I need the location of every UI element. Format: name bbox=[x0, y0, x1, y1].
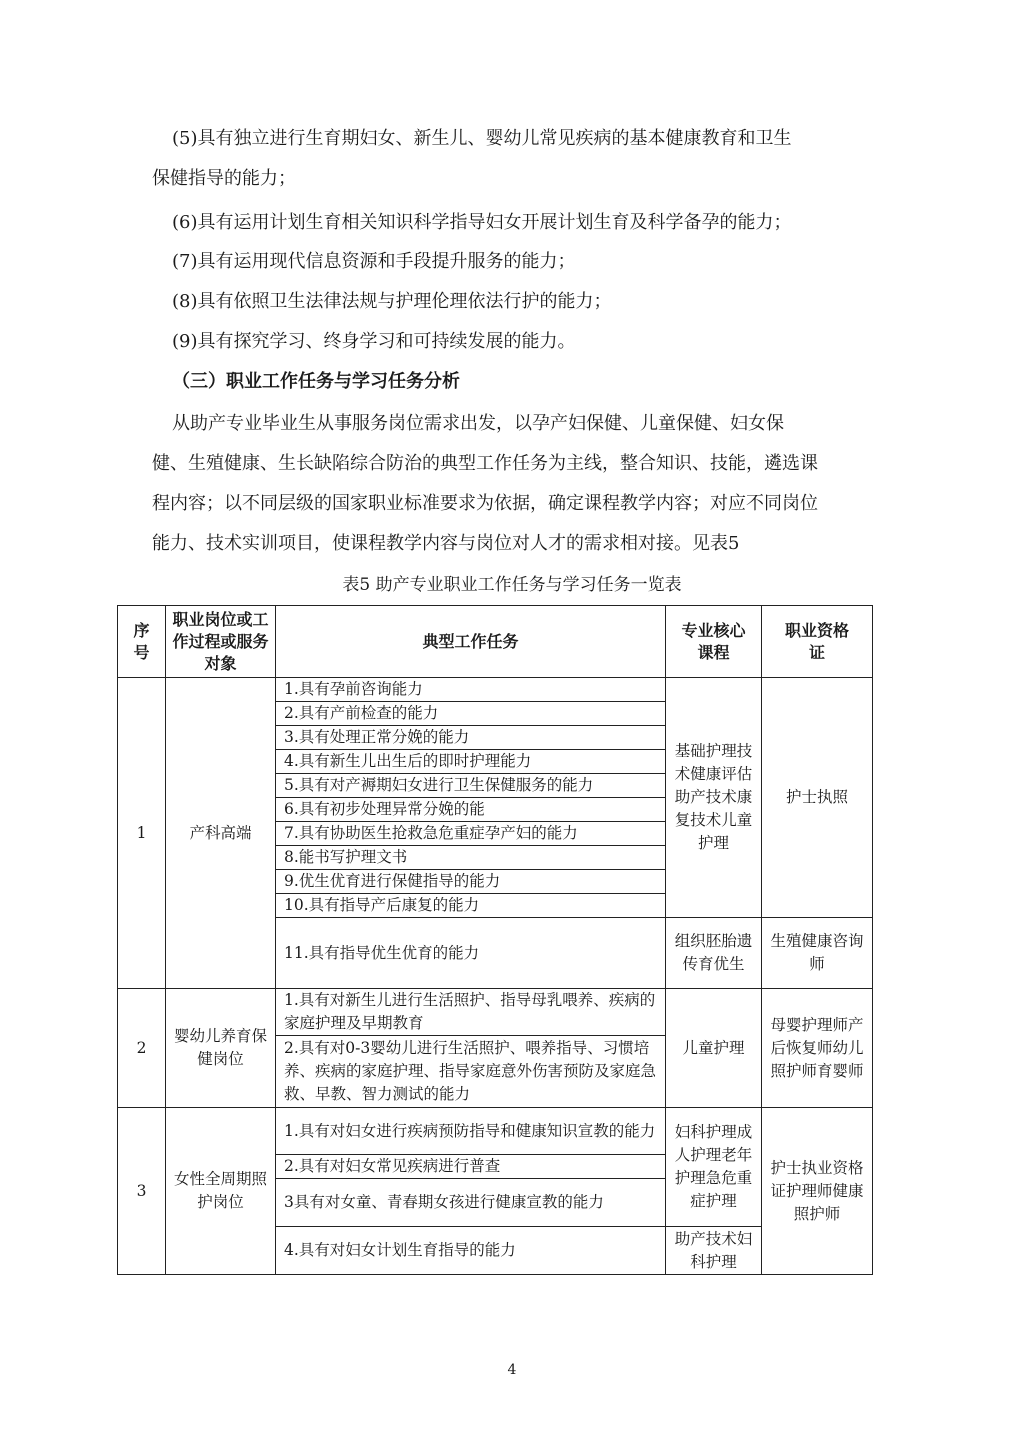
row1-task-11: 11.具有指导优生优育的能力 bbox=[276, 918, 666, 989]
row1-courses-b: 组织胚胎遗传育优生 bbox=[666, 918, 762, 989]
header-post: 职业岗位或工作过程或服务对象 bbox=[166, 606, 276, 678]
row3-task-3: 3具有对女童、青春期女孩进行健康宣教的能力 bbox=[276, 1179, 666, 1227]
row2-courses: 儿童护理 bbox=[666, 989, 762, 1108]
section-heading: （三）职业工作任务与学习任务分析 bbox=[172, 371, 460, 392]
row1-task-1: 1.具有孕前咨询能力 bbox=[276, 678, 666, 702]
table-caption: 表5 助产专业职业工作任务与学习任务一览表 bbox=[342, 575, 682, 595]
row3-courses-b: 助产技术妇科护理 bbox=[666, 1227, 762, 1275]
row2-seq: 2 bbox=[118, 989, 166, 1108]
row3-task-4: 4.具有对妇女计划生育指导的能力 bbox=[276, 1227, 666, 1275]
table-header-row bbox=[118, 606, 873, 678]
row2-post: 婴幼儿养育保健岗位 bbox=[166, 989, 276, 1108]
paragraph-9: (9)具有探究学习、终身学习和可持续发展的能力。 bbox=[172, 331, 576, 352]
paragraph-6: (6)具有运用计划生育相关知识科学指导妇女开展计划生育及科学备孕的能力； bbox=[172, 212, 792, 233]
header-courses: 专业核心课程 bbox=[666, 606, 762, 678]
row1-task-7: 7.具有协助医生抢救急危重症孕产妇的能力 bbox=[276, 822, 666, 846]
task-table bbox=[117, 605, 873, 1275]
paragraph-5-line2: 保健指导的能力； bbox=[152, 168, 296, 189]
intro-line3: 程内容；以不同层级的国家职业标准要求为依据，确定课程教学内容；对应不同岗位 bbox=[152, 493, 818, 514]
row3-task-2: 2.具有对妇女常见疾病进行普查 bbox=[276, 1155, 666, 1179]
page-number: 4 bbox=[507, 1362, 517, 1378]
row1-task-6: 6.具有初步处理异常分娩的能 bbox=[276, 798, 666, 822]
row1-task-10: 10.具有指导产后康复的能力 bbox=[276, 894, 666, 918]
row1-task-5: 5.具有对产褥期妇女进行卫生保健服务的能力 bbox=[276, 774, 666, 798]
row1-task-3: 3.具有处理正常分娩的能力 bbox=[276, 726, 666, 750]
row3-seq: 3 bbox=[118, 1108, 166, 1275]
row1-courses-a: 基础护理技术健康评估助产技术康复技术儿童护理 bbox=[666, 678, 762, 918]
row3-courses-a: 妇科护理成人护理老年护理急危重症护理 bbox=[666, 1108, 762, 1227]
row1-task-8: 8.能书写护理文书 bbox=[276, 846, 666, 870]
table-row bbox=[118, 1108, 873, 1155]
table-row bbox=[118, 989, 873, 1036]
header-tasks: 典型工作任务 bbox=[276, 606, 666, 678]
row1-task-4: 4.具有新生儿出生后的即时护理能力 bbox=[276, 750, 666, 774]
row3-post: 女性全周期照护岗位 bbox=[166, 1108, 276, 1275]
table-row bbox=[118, 678, 873, 702]
row1-task-9: 9.优生优育进行保健指导的能力 bbox=[276, 870, 666, 894]
row1-cert-a: 护士执照 bbox=[762, 678, 873, 918]
row1-post: 产科高端 bbox=[166, 678, 276, 989]
intro-line2: 健、生殖健康、生长缺陷综合防治的典型工作任务为主线，整合知识、技能，遴选课 bbox=[152, 453, 818, 474]
intro-line1: 从助产专业毕业生从事服务岗位需求出发，以孕产妇保健、儿童保健、妇女保 bbox=[172, 413, 784, 434]
header-seq: 序号 bbox=[118, 606, 166, 678]
row2-task-1: 1.具有对新生儿进行生活照护、指导母乳喂养、疾病的家庭护理及早期教育 bbox=[276, 989, 666, 1036]
intro-line4: 能力、技术实训项目，使课程教学内容与岗位对人才的需求相对接。见表5 bbox=[152, 533, 740, 554]
paragraph-5-line1: (5)具有独立进行生育期妇女、新生儿、婴幼儿常见疾病的基本健康教育和卫生 bbox=[172, 128, 792, 149]
row1-task-2: 2.具有产前检查的能力 bbox=[276, 702, 666, 726]
row3-cert: 护士执业资格证护理师健康照护师 bbox=[762, 1108, 873, 1275]
row3-task-1: 1.具有对妇女进行疾病预防指导和健康知识宣教的能力 bbox=[276, 1108, 666, 1155]
row1-seq: 1 bbox=[118, 678, 166, 989]
row2-task-2: 2.具有对0-3婴幼儿进行生活照护、喂养指导、习惯培养、疾病的家庭护理、指导家庭意外伤害预防及家庭急救、早教、智力测试的能力 bbox=[276, 1036, 666, 1108]
row2-cert: 母婴护理师产后恢复师幼儿照护师育婴师 bbox=[762, 989, 873, 1108]
paragraph-7: (7)具有运用现代信息资源和手段提升服务的能力； bbox=[172, 251, 576, 272]
row1-cert-b: 生殖健康咨询师 bbox=[762, 918, 873, 989]
header-cert: 职业资格证 bbox=[762, 606, 873, 678]
paragraph-8: (8)具有依照卫生法律法规与护理伦理依法行护的能力； bbox=[172, 291, 612, 312]
